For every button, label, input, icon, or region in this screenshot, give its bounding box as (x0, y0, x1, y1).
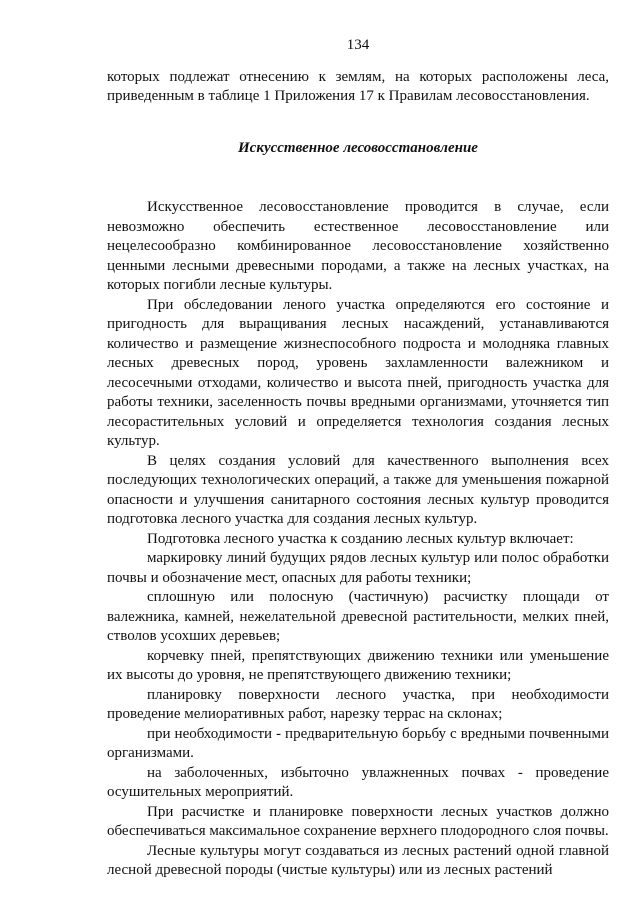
paragraph: При обследовании леного участка определяются его состояние и пригодность для выращивания лесных насаждений, устанавливаются количество и размещение жизнеспособного подроста и молодняка главных лесных древесных пород, уровень захламленности валежником и лесосечными отходами, количество и высота пней, пригодность участка для работы техники, заселенность почвы вредными организмами, уточняется тип лесорастительных условий и определяется технология создания лесных культур. (107, 296, 609, 449)
list-item: планировку поверхности лесного участка, при необходимости проведение мелиоративных работ, нарезку террас на склонах; (107, 686, 609, 722)
intro-paragraph: которых подлежат отнесению к землям, на которых расположены леса, приведенным в таблице 1 Приложения 17 к Правилам лесовосстановления. (107, 68, 609, 104)
list-item: при необходимости - предварительную борьбу с вредными почвенными организмами. (107, 725, 609, 761)
list-item: маркировку линий будущих рядов лесных культур или полос обработки почвы и обозначение мест, опасных для работы техники; (107, 550, 609, 586)
list-item: на заболоченных, избыточно увлажненных почвах - проведение осушительных мероприятий. (107, 764, 609, 800)
paragraph: Лесные культуры могут создаваться из лесных растений одной главной лесной древесной породы (чистые культуры) или из лесных растений (107, 842, 609, 878)
list-item: сплошную или полосную (частичную) расчистку площади от валежника, камней, нежелательной древесной растительности, мелких пней, стволов усохших деревьев; (107, 589, 609, 644)
paragraph: Подготовка лесного участка к созданию лесных культур включает: (147, 530, 574, 547)
list-item: корчевку пней, препятствующих движению техники или уменьшение их высоты до уровня, не препятствующего движению техники; (107, 647, 609, 683)
page-number: 134 (346, 37, 370, 53)
paragraph: В целях создания условий для качественного выполнения всех последующих технологических операций, а также для уменьшения пожарной опасности и улучшения санитарного состояния лесных культур проводится подготовка лесного участка для создания лесных культур. (107, 452, 609, 527)
document-page (107, 36, 609, 881)
paragraph: При расчистке и планировке поверхности лесных участков должно обеспечиваться максимальное сохранение верхнего плодородного слоя почвы. (107, 803, 609, 839)
body-text (107, 198, 609, 881)
paragraph: Искусственное лесовосстановление проводится в случае, если невозможно обеспечить естественное лесовосстановление или нецелесообразно комбинированное лесовосстановление хозяйственно ценными лесными древесными породами, а также на лесных участках, на которых погибли лесные культуры. (107, 199, 609, 293)
section-heading: Искусственное лесовосстановление (238, 139, 478, 156)
